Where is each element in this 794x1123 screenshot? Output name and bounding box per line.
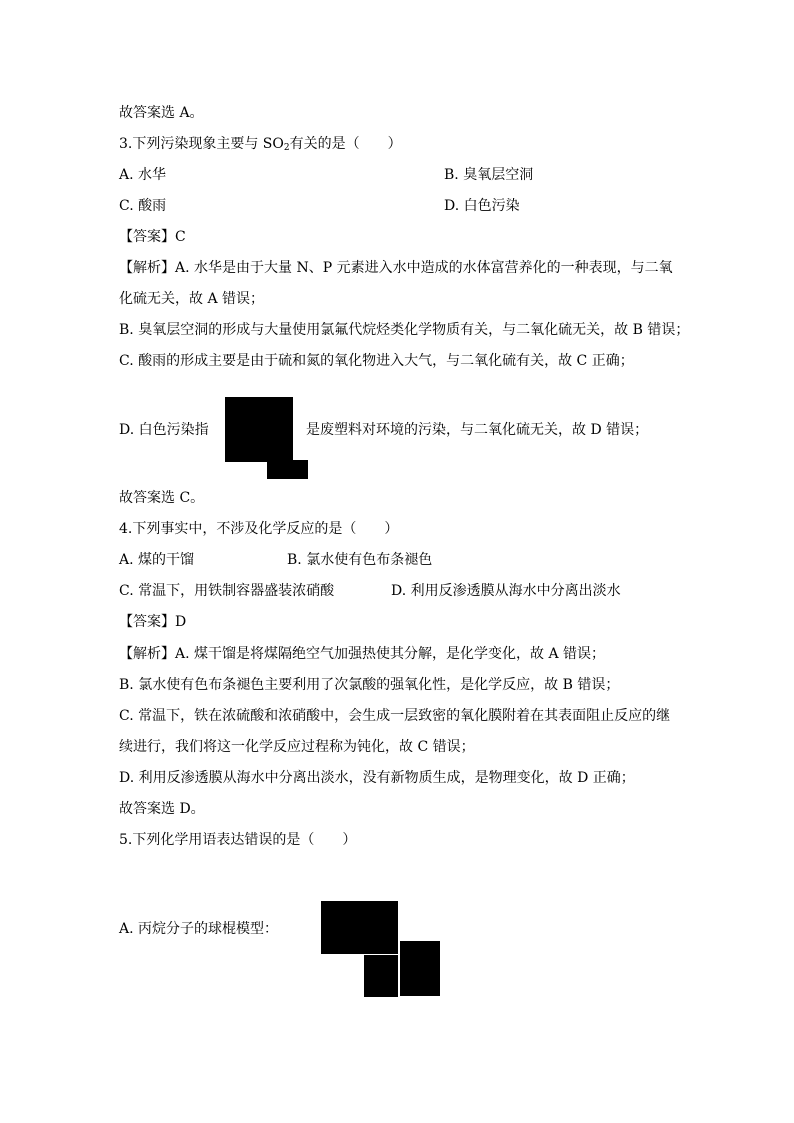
explanation-line: B. 臭氧层空洞的形成与大量使用氯氟代烷烃类化学物质有关，与二氧化硫无关，故 B 错误； <box>119 322 690 338</box>
option-b: B. 臭氧层空洞 <box>444 167 534 183</box>
explanation-line: 化硫无关，故 A 错误； <box>119 291 265 307</box>
option-d: D. 白色污染 <box>444 198 520 214</box>
explanation-line: D. 利用反渗透膜从海水中分离出淡水，没有新物质生成，是物理变化，故 D 正确； <box>119 770 635 786</box>
explanation-line: 【解析】A. 水华是由于大量 N、P 元素进入水中造成的水体富营养化的一种表现，与二氧 <box>119 260 673 276</box>
explanation-line: B. 氯水使有色布条褪色主要利用了次氯酸的强氧化性，是化学反应，故 B 错误； <box>119 677 620 693</box>
explanation-line: C. 酸雨的形成主要是由于硫和氮的氧化物进入大气，与二氧化硫有关，故 C 正确； <box>119 353 634 369</box>
explanation-line: 是废塑料对环境的污染，与二氧化硫无关，故 D 错误； <box>306 422 649 438</box>
answer: 【答案】C <box>119 229 186 245</box>
option-a: A. 煤的干馏 <box>119 552 195 568</box>
question-3: 3.下列污染现象主要与 $SO_2$有关的是（ ） <box>119 136 402 153</box>
redacted-image <box>321 901 398 954</box>
redacted-image <box>364 955 398 997</box>
question-4: 4.下列事实中，不涉及化学反应的是（ ） <box>119 521 399 537</box>
explanation-line: 续进行，我们将这一化学反应过程称为钝化，故 C 错误； <box>119 739 475 755</box>
option-c: C. 常温下，用铁制容器盛装浓硝酸 <box>119 583 335 599</box>
redacted-image <box>267 460 308 479</box>
answer: 【答案】D <box>119 614 187 630</box>
explanation-line: C. 常温下，铁在浓硫酸和浓硝酸中，会生成一层致密的氧化膜附着在其表面阻止反应的继 <box>119 708 671 724</box>
redacted-image <box>225 397 293 462</box>
explanation-line: D. 白色污染指 <box>119 422 209 438</box>
explanation-line: 【解析】A. 煤干馏是将煤隔绝空气加强热使其分解，是化学变化，故 A 错误； <box>119 646 606 662</box>
option-c: C. 酸雨 <box>119 198 167 214</box>
text-line: 故答案选 D。 <box>119 801 205 817</box>
option-d: D. 利用反渗透膜从海水中分离出淡水 <box>391 583 621 599</box>
redacted-image <box>400 941 440 996</box>
question-5: 5.下列化学用语表达错误的是（ ） <box>119 832 357 848</box>
text-line: 故答案选 A。 <box>119 105 204 121</box>
text-line: 故答案选 C。 <box>119 490 205 506</box>
option-b: B. 氯水使有色布条褪色 <box>287 552 433 568</box>
option-a: A. 水华 <box>119 167 167 183</box>
option-a: A. 丙烷分子的球棍模型： <box>119 921 279 937</box>
